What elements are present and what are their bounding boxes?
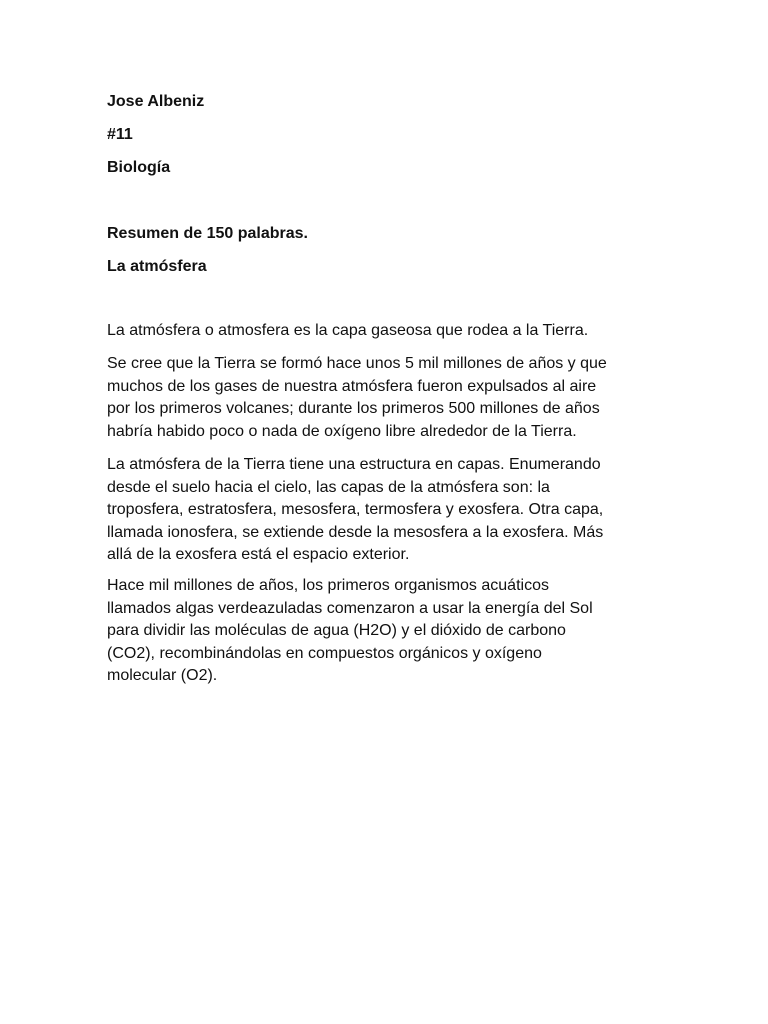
paragraph-line: para dividir las moléculas de agua (H2O) y el dióxido de carbono <box>107 622 566 639</box>
paragraph-3 <box>107 454 667 567</box>
author-name: Jose Albeniz <box>107 93 205 110</box>
paragraph-line: por los primeros volcanes; durante los primeros 500 millones de años <box>107 400 600 417</box>
subject-name: Biología <box>107 159 171 176</box>
paragraph-2 <box>107 353 667 443</box>
paragraph-line: allá de la exosfera está el espacio exterior. <box>107 546 410 563</box>
paragraph-1 <box>107 320 667 343</box>
paragraph-line: molecular (O2). <box>107 667 218 684</box>
paragraph-line: Hace mil millones de años, los primeros organismos acuáticos <box>107 577 549 594</box>
paragraph-4 <box>107 575 667 688</box>
paragraph-line: La atmósfera de la Tierra tiene una estructura en capas. Enumerando <box>107 456 601 473</box>
paragraph-line: llamada ionosfera, se extiende desde la mesosfera a la exosfera. Más <box>107 523 604 541</box>
summary-label: Resumen de 150 palabras. <box>107 225 308 242</box>
paragraph-line: (CO2), recombinándolas en compuestos orgánicos y oxígeno <box>107 644 542 662</box>
document-title: La atmósfera <box>107 258 207 275</box>
paragraph-line: muchos de los gases de nuestra atmósfera fueron expulsados al aire <box>107 377 597 395</box>
paragraph-line: Se cree que la Tierra se formó hace unos 5 mil millones de años y que <box>107 355 607 372</box>
student-number: #11 <box>107 126 133 143</box>
paragraph-line: La atmósfera o atmosfera es la capa gaseosa que rodea a la Tierra. <box>107 322 589 339</box>
paragraph-line: troposfera, estratosfera, mesosfera, termosfera y exosfera. Otra capa, <box>107 501 604 518</box>
paragraph-line: desde el suelo hacia el cielo, las capas de la atmósfera son: la <box>107 478 550 496</box>
paragraph-line: habría habido poco o nada de oxígeno libre alrededor de la Tierra. <box>107 422 577 440</box>
paragraph-line: llamados algas verdeazuladas comenzaron a usar la energía del Sol <box>107 599 593 617</box>
